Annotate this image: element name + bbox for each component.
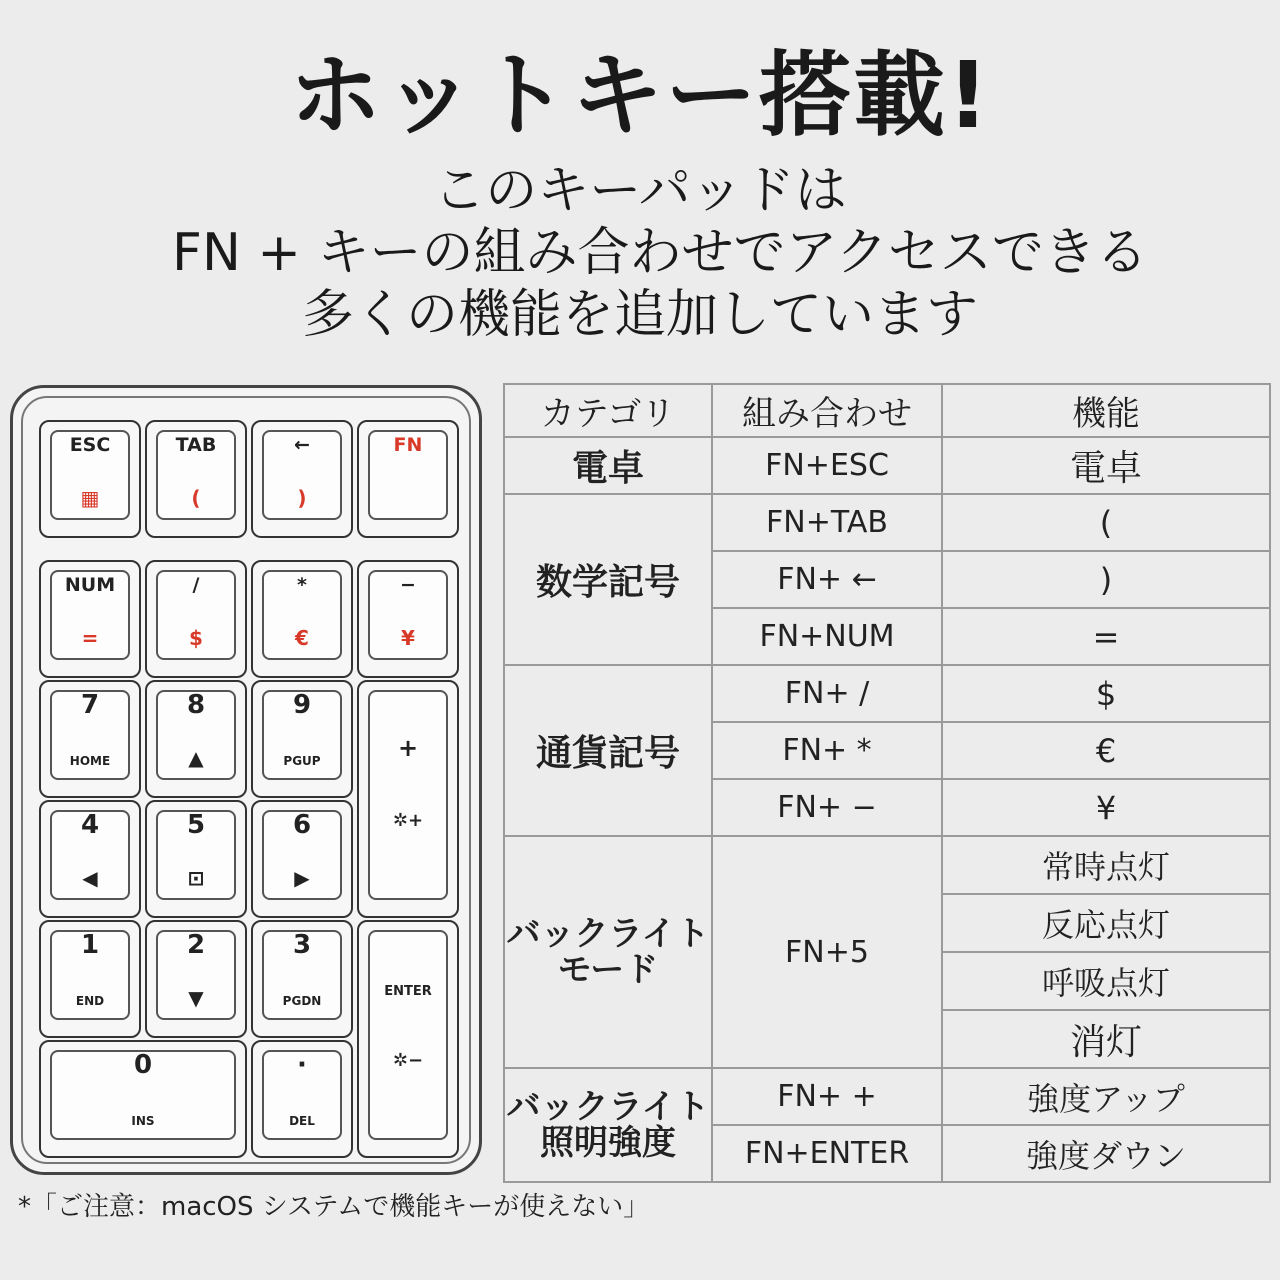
key-2 bbox=[145, 920, 247, 1038]
subtitle bbox=[0, 160, 1280, 346]
key-enter bbox=[357, 920, 459, 1158]
combo-cell: FN+NUM bbox=[712, 608, 942, 665]
function-cell: ¥ bbox=[942, 779, 1270, 836]
subtitle-line-1: このキーパッドは bbox=[433, 161, 847, 221]
key-fn-label: FN bbox=[393, 434, 423, 456]
function-cell: 強度アップ bbox=[942, 1068, 1270, 1125]
table-header-row bbox=[504, 384, 1270, 437]
combo-cell: FN+TAB bbox=[712, 494, 942, 551]
combo-cell: FN+ / bbox=[712, 665, 942, 722]
key-enter-label: ENTER bbox=[384, 984, 432, 999]
key-8 bbox=[145, 680, 247, 798]
arrow-left-icon: ◀ bbox=[82, 866, 98, 890]
header-category: カテゴリ bbox=[504, 384, 712, 437]
function-cell: = bbox=[942, 608, 1270, 665]
category-calculator: 電卓 bbox=[504, 437, 712, 494]
macos-notice: *「ご注意：macOS システムで機能キーが使えない」 bbox=[18, 1192, 650, 1222]
key-backspace-fn-label: ) bbox=[297, 486, 307, 510]
key-plus bbox=[357, 680, 459, 918]
key-0-sub-label: INS bbox=[131, 1114, 155, 1128]
combo-cell: FN+ * bbox=[712, 722, 942, 779]
arrow-up-icon: ▲ bbox=[188, 746, 204, 770]
key-7-sub-label: HOME bbox=[69, 754, 111, 768]
category-backlight-brightness-line-1: バックライト bbox=[506, 1087, 710, 1127]
header-combination: 組み合わせ bbox=[712, 384, 942, 437]
key-tab-label: TAB bbox=[175, 434, 217, 456]
key-minus bbox=[357, 560, 459, 678]
function-cell: $ bbox=[942, 665, 1270, 722]
key-5-label: 5 bbox=[186, 810, 206, 840]
key-6 bbox=[251, 800, 353, 918]
key-9-label: 9 bbox=[292, 690, 312, 720]
key-1 bbox=[39, 920, 141, 1038]
key-minus-fn-label: ¥ bbox=[401, 626, 415, 650]
key-9-sub-label: PGUP bbox=[283, 754, 321, 768]
backlight-mode-icon: ⊡ bbox=[187, 866, 205, 890]
brightness-down-icon: ✲− bbox=[392, 1050, 424, 1071]
key-9 bbox=[251, 680, 353, 798]
arrow-right-icon: ▶ bbox=[294, 866, 310, 890]
table-row bbox=[504, 665, 1270, 722]
function-cell: € bbox=[942, 722, 1270, 779]
category-math-symbols: 数学記号 bbox=[504, 494, 712, 665]
key-2-label: 2 bbox=[186, 930, 206, 960]
function-cell: 強度ダウン bbox=[942, 1125, 1270, 1182]
function-cell: 常時点灯 bbox=[942, 836, 1270, 894]
key-num-label: NUM bbox=[64, 574, 116, 596]
key-esc bbox=[39, 420, 141, 538]
category-backlight-mode-line-1: バックライト bbox=[506, 914, 710, 954]
subtitle-line-2: FN + キーの組み合わせでアクセスできる bbox=[172, 223, 1148, 283]
table-row bbox=[504, 437, 1270, 494]
table-row bbox=[504, 1068, 1270, 1125]
function-cell: 電卓 bbox=[942, 437, 1270, 494]
category-currency-symbols: 通貨記号 bbox=[504, 665, 712, 836]
key-4-label: 4 bbox=[80, 810, 100, 840]
key-3 bbox=[251, 920, 353, 1038]
key-backspace bbox=[251, 420, 353, 538]
key-dot-label: · bbox=[297, 1050, 307, 1080]
key-0 bbox=[39, 1040, 247, 1158]
key-1-label: 1 bbox=[80, 930, 100, 960]
key-slash bbox=[145, 560, 247, 678]
key-dot bbox=[251, 1040, 353, 1158]
function-cell: 呼吸点灯 bbox=[942, 952, 1270, 1010]
table-row bbox=[504, 836, 1270, 894]
combo-cell: FN+ENTER bbox=[712, 1125, 942, 1182]
hotkey-table bbox=[503, 383, 1271, 1183]
category-backlight-mode bbox=[504, 836, 712, 1068]
key-4 bbox=[39, 800, 141, 918]
keypad-illustration bbox=[10, 385, 482, 1175]
key-plus-label: + bbox=[397, 734, 419, 762]
key-num-fn-label: = bbox=[81, 626, 99, 650]
key-6-label: 6 bbox=[292, 810, 312, 840]
key-5 bbox=[145, 800, 247, 918]
function-cell: ( bbox=[942, 494, 1270, 551]
combo-cell: FN+ + bbox=[712, 1068, 942, 1125]
key-1-sub-label: END bbox=[75, 994, 105, 1008]
key-esc-label: ESC bbox=[69, 434, 111, 456]
function-cell: 反応点灯 bbox=[942, 894, 1270, 952]
key-7-label: 7 bbox=[80, 690, 100, 720]
combo-cell: FN+5 bbox=[712, 836, 942, 1068]
key-tab-fn-label: ( bbox=[191, 486, 201, 510]
key-slash-label: / bbox=[192, 574, 200, 596]
key-dot-sub-label: DEL bbox=[289, 1114, 315, 1128]
key-8-label: 8 bbox=[186, 690, 206, 720]
combo-cell: FN+ ← bbox=[712, 551, 942, 608]
brightness-up-icon: ✲+ bbox=[392, 810, 424, 831]
combo-cell: FN+ − bbox=[712, 779, 942, 836]
page-title: ホットキー搭載! bbox=[289, 42, 991, 149]
function-cell: 消灯 bbox=[942, 1010, 1270, 1068]
category-backlight-brightness bbox=[504, 1068, 712, 1182]
function-cell: ) bbox=[942, 551, 1270, 608]
table-row bbox=[504, 494, 1270, 551]
key-fn bbox=[357, 420, 459, 538]
category-backlight-mode-line-2: モード bbox=[557, 950, 659, 990]
key-0-label: 0 bbox=[133, 1050, 153, 1080]
header-function: 機能 bbox=[942, 384, 1270, 437]
subtitle-line-3: 多くの機能を追加しています bbox=[301, 285, 978, 345]
key-num bbox=[39, 560, 141, 678]
key-minus-label: − bbox=[400, 574, 416, 596]
category-backlight-brightness-line-2: 照明強度 bbox=[540, 1123, 676, 1163]
key-7 bbox=[39, 680, 141, 798]
arrow-down-icon: ▼ bbox=[188, 986, 204, 1010]
key-3-sub-label: PGDN bbox=[282, 994, 322, 1008]
key-slash-fn-label: $ bbox=[189, 626, 203, 650]
key-asterisk-fn-label: € bbox=[295, 626, 309, 650]
key-asterisk-label: * bbox=[297, 574, 307, 596]
calculator-icon: ▦ bbox=[80, 486, 100, 510]
key-asterisk bbox=[251, 560, 353, 678]
backspace-arrow-icon: ← bbox=[294, 434, 310, 456]
key-tab bbox=[145, 420, 247, 538]
key-3-label: 3 bbox=[292, 930, 312, 960]
combo-cell: FN+ESC bbox=[712, 437, 942, 494]
